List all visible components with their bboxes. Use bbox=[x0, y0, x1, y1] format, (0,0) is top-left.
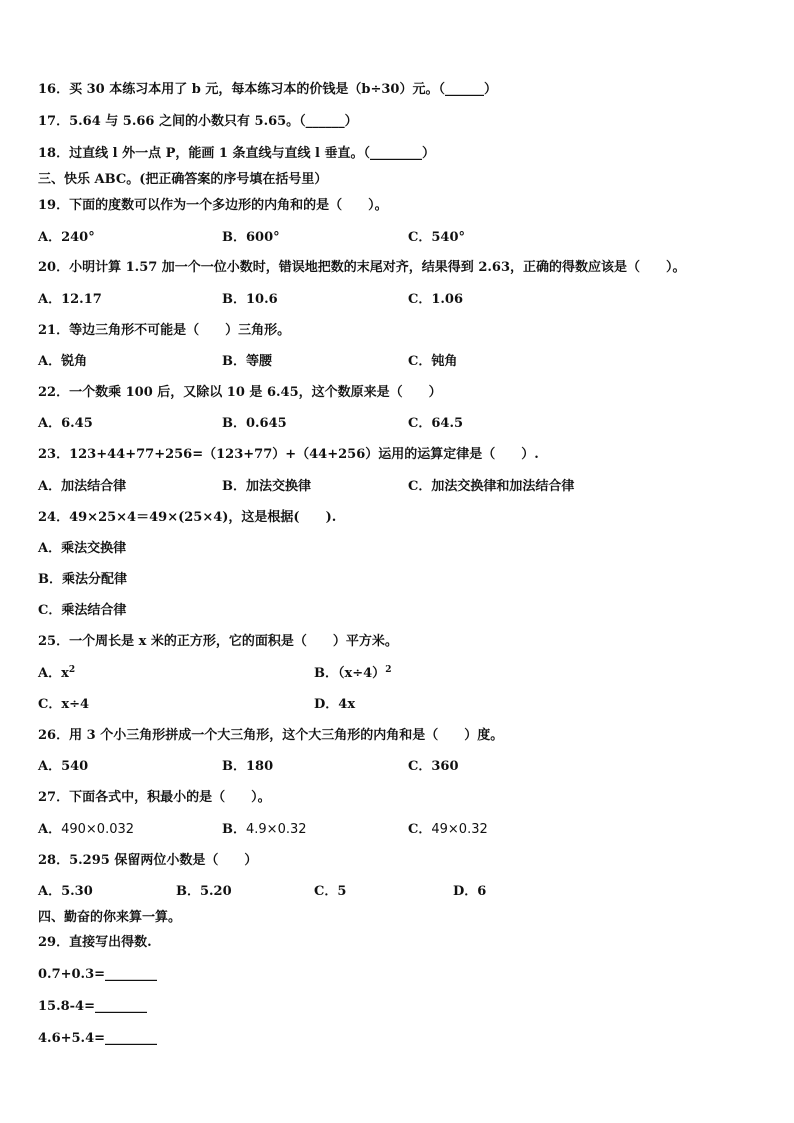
q22-option-b: B．0.645 bbox=[222, 416, 287, 431]
q20-option-b: B．10.6 bbox=[222, 292, 278, 307]
q23-stem: 23．123+44+77+256=（123+77）+（44+256）运用的运算定律是（ ）. bbox=[38, 447, 539, 462]
q19-option-b: B．600° bbox=[222, 230, 280, 245]
q19-stem: 19．下面的度数可以作为一个多边形的内角和的是（ ）。 bbox=[38, 198, 388, 213]
q28-option-d: D．6 bbox=[453, 884, 487, 899]
section-3-heading: 三、快乐 ABC。(把正确答案的序号填在括号里） bbox=[38, 172, 328, 187]
q26-option-c: C．360 bbox=[408, 759, 459, 774]
q24-option-a: A．乘法交换律 bbox=[38, 541, 127, 556]
q22-stem: 22．一个数乘 100 后，又除以 10 是 6.45，这个数原来是（ ） bbox=[38, 385, 442, 400]
q18: 18．过直线 l 外一点 P，能画 1 条直线与直线 l 垂直。（________） bbox=[38, 146, 435, 161]
q16: 16．买 30 本练习本用了 b 元，每本练习本的价钱是（b÷30）元。（______） bbox=[38, 82, 497, 97]
q23-option-c: C．加法交换律和加法结合律 bbox=[408, 479, 575, 494]
section-4-heading: 四、勤奋的你来算一算。 bbox=[38, 910, 182, 925]
q20-option-a: A．12.17 bbox=[38, 292, 102, 307]
q27-option-c: C．49×0.32 bbox=[408, 822, 488, 837]
q28-option-c: C．5 bbox=[314, 884, 347, 899]
q28-option-b: B．5.20 bbox=[176, 884, 232, 899]
q17: 17．5.64 与 5.66 之间的小数只有 5.65。（______） bbox=[38, 114, 358, 129]
q22-option-a: A．6.45 bbox=[38, 416, 93, 431]
q27-option-a: A．490×0.032 bbox=[38, 822, 135, 837]
q21-option-a: A．锐角 bbox=[38, 354, 88, 369]
q26-option-a: A．540 bbox=[38, 759, 89, 774]
q24-stem: 24．49×25×4＝49×(25×4)，这是根据( ). bbox=[38, 510, 337, 525]
q21-option-c: C．钝角 bbox=[408, 354, 458, 369]
q23-option-a: A．加法结合律 bbox=[38, 479, 127, 494]
q29-stem: 29．直接写出得数. bbox=[38, 935, 152, 950]
q19-option-a: A．240° bbox=[38, 230, 95, 245]
q25-option-a: A．$x^2$ bbox=[38, 665, 76, 681]
q28-stem: 28．5.295 保留两位小数是（ ） bbox=[38, 853, 258, 868]
q29-item-2: 15.8-4=________ bbox=[38, 999, 147, 1014]
q28-option-a: A．5.30 bbox=[38, 884, 93, 899]
q20-stem: 20．小明计算 1.57 加一个一位小数时，错误地把数的末尾对齐，结果得到 2.63，正确的得数应该是（ ）。 bbox=[38, 260, 686, 275]
q24-option-b: B．乘法分配律 bbox=[38, 572, 127, 587]
q19-option-c: C．540° bbox=[408, 230, 465, 245]
q25-option-c: C．x÷4 bbox=[38, 697, 90, 712]
q22-option-c: C．64.5 bbox=[408, 416, 464, 431]
q27-option-b: B．4.9×0.32 bbox=[222, 822, 307, 837]
q21-stem: 21．等边三角形不可能是（ ）三角形。 bbox=[38, 323, 291, 338]
q25-option-d: D．4x bbox=[314, 697, 356, 712]
q21-option-b: B．等腰 bbox=[222, 354, 272, 369]
q29-item-3: 4.6+5.4=________ bbox=[38, 1031, 158, 1046]
q26-option-b: B．180 bbox=[222, 759, 274, 774]
q29-item-1: 0.7+0.3=________ bbox=[38, 967, 158, 982]
q20-option-c: C．1.06 bbox=[408, 292, 464, 307]
q23-option-b: B．加法交换律 bbox=[222, 479, 311, 494]
q25-stem: 25．一个周长是 x 米的正方形，它的面积是（ ）平方米。 bbox=[38, 634, 398, 649]
q26-stem: 26．用 3 个小三角形拼成一个大三角形，这个大三角形的内角和是（ ）度。 bbox=[38, 728, 504, 743]
q27-stem: 27．下面各式中，积最小的是（ ）。 bbox=[38, 790, 271, 805]
q24-option-c: C．乘法结合律 bbox=[38, 603, 127, 618]
q25-option-b: B．$(x\div 4)^2$ bbox=[314, 665, 392, 681]
